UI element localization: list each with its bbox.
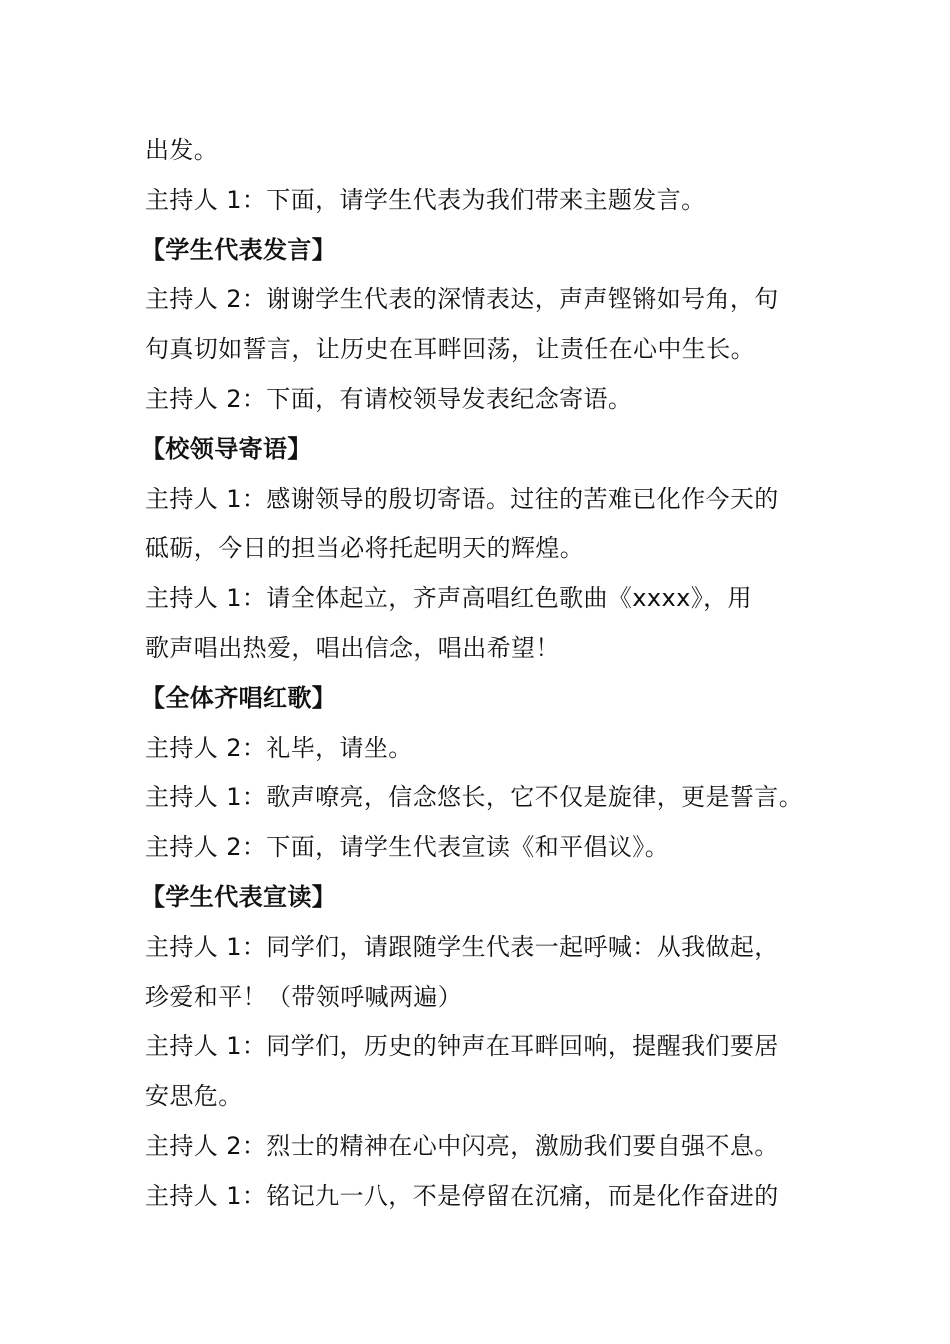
section-heading: 【全体齐唱红歌】 [141, 683, 337, 712]
paragraph-line: 主持人 1：歌声嘹亮，信念悠长，它不仅是旋律，更是誓言。 [145, 783, 804, 812]
paragraph-line: 主持人 2：谢谢学生代表的深情表达，声声铿锵如号角，句 [145, 285, 779, 314]
paragraph-line: 句真切如誓言，让历史在耳畔回荡，让责任在心中生长。 [145, 335, 755, 364]
paragraph-line: 主持人 1：下面，请学生代表为我们带来主题发言。 [145, 185, 706, 214]
document-body [141, 126, 825, 1222]
paragraph-line: 砥砺，今日的担当必将托起明天的辉煌。 [145, 534, 585, 563]
paragraph-line: 主持人 1：铭记九一八，不是停留在沉痛，而是化作奋进的 [145, 1181, 779, 1210]
paragraph-line: 主持人 2：下面，有请校领导发表纪念寄语。 [145, 384, 633, 413]
paragraph-line: 主持人 1：感谢领导的殷切寄语。过往的苦难已化作今天的 [145, 484, 779, 513]
paragraph-line: 歌声唱出热爱，唱出信念，唱出希望！ [145, 633, 560, 662]
paragraph-line: 主持人 1：同学们，历史的钟声在耳畔回响，提醒我们要居 [145, 1032, 779, 1061]
paragraph-line: 主持人 2：烈士的精神在心中闪亮，激励我们要自强不息。 [145, 1131, 779, 1160]
paragraph-line: 主持人 2：下面，请学生代表宣读《和平倡议》。 [145, 833, 670, 862]
paragraph-line: 主持人 2：礼毕，请坐。 [145, 733, 413, 762]
paragraph-line: 出发。 [145, 136, 219, 164]
section-heading: 【学生代表发言】 [141, 235, 337, 264]
paragraph-line: 珍爱和平！（带领呼喊两遍） [145, 982, 463, 1011]
paragraph-line: 主持人 1：请全体起立，齐声高唱红色歌曲《xxxx》，用 [145, 584, 752, 613]
paragraph-line: 安思危。 [145, 1082, 243, 1111]
section-heading: 【校领导寄语】 [141, 434, 312, 463]
paragraph-line: 主持人 1：同学们，请跟随学生代表一起呼喊：从我做起， [145, 932, 779, 961]
section-heading: 【学生代表宣读】 [141, 882, 337, 911]
